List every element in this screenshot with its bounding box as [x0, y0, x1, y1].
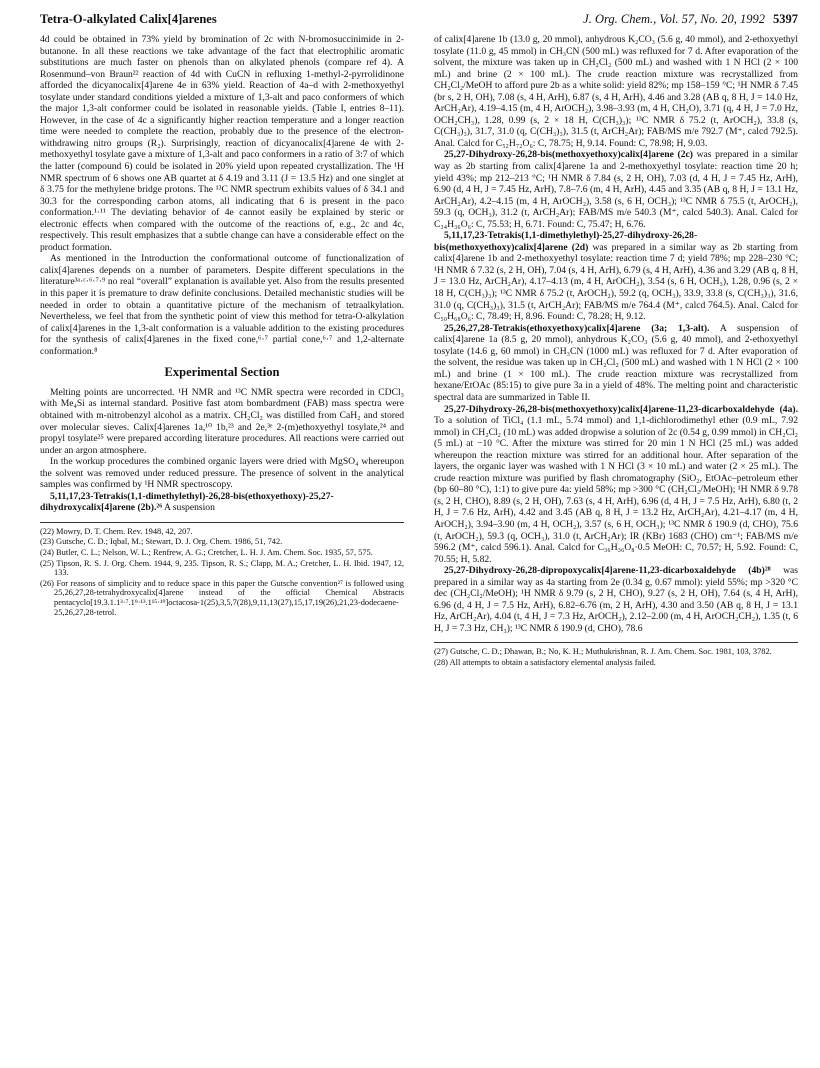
compound-text: was prepared in a similar way as 2b starting from calix[4]arene 1a and 2-methoxyethyl tosylate: reaction time 20 h; yield 43%; mp 212–213 °C; ¹H NMR δ 7.84 (s, 2 H, OH), 7.03 (d, 4 H, J = 7.45 Hz, ArH), 6.90 (d, 4 H, J = 7.45 Hz, ArH), 7.8–7.6 (m, 4 H, ArH), 4.45 and 3.35 (AB q, 8 H, J = 13.1 Hz, ArCH₂Ar), 4.2–4.15 (m, 4 H, ArOCH₂), 3.58 (s, 6 H, OCH₃); ¹³C NMR δ 75.5 (t, ArOCH₂), 59.3 (q, OCH₃), 31.2 (t, ArCH₂Ar); FAB/MS m/e 540.3 (M⁺, calcd 540.3). Anal. Calcd for C₃₄H₃₆O₆: C, 75.53; H, 6.71. Found: C, 75.47; H, 6.76. [434, 149, 798, 230]
compound-paragraph [434, 404, 798, 566]
body-paragraph: of calix[4]arene 1b (13.0 g, 20 mmol), anhydrous K₂CO₃ (5.6 g, 40 mmol), and 2-ethoxyethyl tosylate (11.0 g, 45 mmol) in CH₃CN (500 mL) was refluxed for 7 d. After evaporation of the solvent, the mixture was taken up in CH₂Cl₂ (500 mL) and washed with 1 N HCl (2 × 100 mL) and brine (2 × 100 mL). The crude reaction mixture was recrystallized from CH₂Cl₂/MeOH to afford pure 2b as a white solid: yield 82%; mp 158–159 °C; ¹H NMR δ 7.45 (br s, 2 H, OH), 7.08 (s, 4 H, ArH), 6.87 (s, 4 H, ArH), 4.46 and 3.28 (AB q, 8 H, J = 14.0 Hz, ArCH₂Ar), 4.19–4.15 (m, 4 H, ArOCH₂), 3.98–3.93 (m, 4 H, CH₂O), 3.71 (q, 4 H, J = 7.0 Hz, OCH₂CH₃), 1.28, 0.99 (s, 2 × 18 H, C(CH₃)₃); ¹³C NMR δ 75.2 (t, ArOCH₂), 33.8 (s, C(CH₃)₃), 31.7, 31.0 (q, C(CH₃)₃), 31.5 (t, ArCH₂Ar); FAB/MS m/e 792.7 (M⁺, calcd 792.5). Anal. Calcd for C₅₂H₇₂O₆: C, 78.75; H, 9.14. Found: C, 78.98; H, 9.03. [434, 34, 798, 149]
compound-paragraph [434, 149, 798, 230]
section-heading: Experimental Section [164, 365, 280, 380]
compound-name: 25,27-Dihydroxy-26,28-bis(methoxyethoxy)calix[4]arene (2c) [444, 149, 693, 161]
page-number: 5397 [773, 12, 798, 26]
footnote: (23) Gutsche, C. D.; Iqbal, M.; Stewart, D. J. Org. Chem. 1986, 51, 742. [40, 537, 283, 547]
body-paragraph: Melting points are uncorrected. ¹H NMR and ¹³C NMR spectra were recorded in CDCl₃ with Me₄Si as internal standard. Positive fast atom bombardment (FAB) mass spectra were obtained with m-nitrobenzyl alcohol as a matrix. CH₂Cl₂ was distilled from CaH₂ and stored over molecular sieves. Calix[4]arenes 1a,¹⁰ 1b,²³ and 2e,³ᵉ 2-(m)ethoxyethyl tosylate,²⁴ and propyl tosylate²⁵ were prepared according literature procedures. All reactions were carried out under an argon atmosphere. [40, 386, 404, 456]
right-column [434, 34, 798, 669]
journal-page [40, 12, 798, 1052]
body-paragraph: As mentioned in the Introduction the conformational outcome of functionalization of calix[4]arenes depends on a number of parameters. Despite different speculations in the literature³ᵃ·ᶜ·⁶·⁷·⁹ no real “overall” explanation is available yet. Also from the results presented in this paper it is premature to draw definite conclusions. Detailed mechanistic studies will be needed in order to obtain a quantitative picture of the mechanism of tetraalkylation. Nevertheless, we feel that from the synthetic point of view this method for tetra-O-alkylation of calix[4]arenes in the 1,3-alt conformation is a valuable addition to the existing procedures for the synthesis of calix[4]arenes in the fixed cone,⁶·⁷ partial cone,⁶·⁷ and 1,2-alternate conformation.⁸ [40, 253, 404, 357]
compound-text: was prepared in a similar way as 4a starting from 2e (0.34 g, 0.67 mmol): yield 55%; mp >320 °C dec (CH₂Cl₂/MeOH); ¹H NMR δ 9.79 (s, 2 H, CHO), 9.27 (s, 2 H, OH), 7.64 (s, 4 H, ArH), 6.96 (d, 4 H, J = 7.5 Hz, ArH), 6.82–6.76 (m, 2 H, ArH), 4.30 and 3.50 (AB q, 8 H, J = 13.1 Hz, ArCH₂Ar), 4.04 (t, 4 H, J = 7.3 Hz, ArOCH₂), 2.12–2.00 (m, 4 H, ArOCH₂CH₂), 1.35 (t, 6 H, J = 7.3 Hz, CH₃); ¹³C NMR δ 190.9 (d, CHO), 78.6 [434, 565, 798, 634]
footnote: (27) Gutsche, C. D.; Dhawan, B.; No, K. H.; Muthukrishnan, R. J. Am. Chem. Soc. 1981, 103, 3782. [434, 647, 772, 657]
footnote: (25) Tipson, R. S. J. Org. Chem. 1944, 9, 235. Tipson, R. S.; Clapp, M. A.; Cretcher, L. H. Ibid. 1947, 12, 133. [40, 558, 404, 578]
body-paragraph: In the workup procedures the combined organic layers were dried with MgSO₄ whereupon the solvent was removed under reduced pressure. The presence of solvent in the analytical samples was confirmed by ¹H NMR spectroscopy. [40, 456, 404, 491]
two-column-body [40, 34, 798, 669]
header-journal: J. Org. Chem., Vol. 57, No. 20, 1992 [583, 12, 765, 26]
compound-text: To a solution of TiCl₄ (1.1 mL, 5.74 mmol) and 1,1-dichlorodimethyl ether (0.9 mL, 7.92 mmol) in CH₂Cl₂ (10 mL) was added dropwise a solution of 2c (0.54 g, 0.99 mmol) in CH₂Cl₂ (5 mL) at −10 °C. After the mixture was stirred for 20 min 1 N HCl (25 mL) was added whereupon the reaction mixture was stirred for an additional hour. After separation of the layers, the organic layer was washed with 1 N HCl (3 × 10 mL) and water (2 × 25 mL). The crude reaction mixture was purified by flash chromatography (SiO₂, EtOAc–petroleum ether (bp 60–80 °C), 1:1) to give pure 4a: yield 58%; mp >300 °C (CH₂Cl₂/MeOH); ¹H NMR δ 9.78 (s, 2 H, CHO), 8.89 (s, 2 H, OH), 7.63 (s, 4 H, ArH), 6.96 (d, 4 H, J = 7.5 Hz, ArH), 6.80 (t, 2 H, J = 7.6 Hz, ArH), 4.42 and 3.45 (AB q, 8 H, J = 13.2 Hz, ArCH₂Ar), 4.21–4.17 (m, 4 H, ArOCH₂), 3.94–3.90 (m, 4 H, OCH₂), 3.57 (s, 6 H, OCH₃); ¹³C NMR δ 190.9 (d, CHO), 75.6 (t, ArOCH₂), 59.3 (q, OCH₃), 31.0 (t, ArCH₂Ar); IR (KBr) 1683 (CHO) cm⁻¹; FAB/MS m/e 596.2 (M⁺, calcd 596.1). Anal. Calcd for C₃₆H₃₆O₈·0.5 MeOH: C, 70.57; H, 5.92. Found: C, 70.55; H, 5.82. [434, 415, 798, 565]
footnote: (24) Butler, C. L.; Nelson, W. L.; Renfrew, A. G.; Cretcher, L. H. J. Am. Chem. Soc. 1935, 57, 575. [40, 548, 373, 558]
left-column [40, 34, 404, 669]
compound-name: 25,27-Dihydroxy-26,28-bis(methoxyethoxy)calix[4]arene-11,23-dicarboxaldehyde (4a). [444, 403, 798, 415]
compound-text: A suspension [162, 502, 215, 514]
compound-text: A suspension of calix[4]arene 1a (8.5 g, 20 mmol), anhydrous K₂CO₃ (5.6 g, 40 mmol), and 2-ethoxyethyl tosylate (14.6 g, 60 mmol) in CH₃CN (1000 mL) was refluxed for 7 d. After evaporation of the solvent, the residue was taken up in CH₂Cl₂ (500 mL) and washed with 1 N HCl (2 × 100 mL) and brine (1 × 100 mL). The crude reaction mixture was recrystallized from hexane/EtOAc (85:15) to give pure 3a in a yield of 48%. The melting point and characteristic spectral data are summarized in Table II. [434, 322, 799, 403]
compound-paragraph [434, 323, 798, 404]
header-title: Tetra-O-alkylated Calix[4]arenes [40, 12, 217, 26]
footnote: (28) All attempts to obtain a satisfactory elemental analysis failed. [434, 658, 656, 668]
body-paragraph: 4d could be obtained in 73% yield by bromination of 2c with N-bromosuccinimide in 2-butanone. In all these reactions we take advantage of the fact that electrophilic aromatic substitutions are much faster on phenols than on alkylated phenols (compare ref 4). A Rosenmund–von Braun²² reaction of 4d with CuCN in refluxing 1-methyl-2-pyrrolidinone afforded the dicyanocalix[4]arene 4e in 63% yield. Reaction of 4a–d with 2-methoxyethyl tosylate under standard conditions yielded a mixture of 1,3-alt and paco conformers of which the major 1,3-alt conformer could be isolated in reasonable yields. (Table I, entries 8–11). However, in the case of 4c a significantly higher reaction temperature and a longer reaction time were needed to complete the reaction, probably due to the presence of the electron-withdrawing nitro groups (R₂). Surprisingly, reaction of dicyanocalix[4]arene 4e with 2-methoxyethyl tosylate gave a mixture of 1,3-alt and paco conformers in a ratio of 3:7 of which the latter (compound 6) could be isolated in 20% yield upon repeated crystallization. The ¹H NMR spectrum of 6 shows one AB quartet at δ 4.19 and 3.11 (J = 13.5 Hz) and one singlet at δ 3.75 for the methylene bridge protons. The ¹³C NMR spectrum exhibits values of δ 34.1 and 30.3 for the corresponding carbon atoms, all indicating that 6 is present in the paco conformation.¹·¹¹ The deviating behavior of 4e cannot easily be explained by steric or electronic effects when compared with the outcome of the reactions of, e.g., 2c and 4c, respectively. This result emphasizes that a subtle change can have a considerable effect on the product formation. [40, 34, 404, 253]
compound-name: 25,26,27,28-Tetrakis(ethoxyethoxy)calix[4]arene (3a; 1,3-alt). [444, 322, 710, 334]
compound-paragraph [434, 230, 798, 322]
compound-name: 5,11,17,23-Tetrakis(1,1-dimethylethyl)-26,28-bis(ethoxyethoxy)-25,27-dihydroxycalix[4]arene (2b).²⁶ [40, 490, 334, 514]
compound-paragraph [434, 565, 798, 634]
footnotes [40, 522, 404, 617]
footnotes [434, 642, 798, 667]
compound-name: 5,11,17,23-Tetrakis(1,1-dimethylethyl)-25,27-dihydroxy-26,28-bis(methoxyethoxy)calix[4]arene (2d) [434, 230, 698, 253]
footnote: (26) For reasons of simplicity and to reduce space in this paper the Gutsche convention²⁷ is followed using 25,26,27,28-tetrahydroxycalix[4]arene instead of the official Chemical Abstracts pentacyclo[19.3.1.1³·⁷.1⁹·¹³.1¹⁵·¹⁹]octacosa-1(25),3,5,7(28),9,11,13(27),15,17,19(26),21,23-dodecaene-25,26,27,28-tetrol. [40, 578, 404, 617]
compound-paragraph [40, 491, 404, 514]
compound-text: was prepared in a similar way as 2b starting from calix[4]arene 1b and 2-methoxyethyl tosylate: reaction time 7 d; yield 78%; mp 228–230 °C; ¹H NMR δ 7.32 (s, 2 H, OH), 7.04 (s, 4 H, ArH), 6.79 (s, 4 H, ArH), 4.36 and 3.29 (AB q, 8 H, J = 13.0 Hz, ArCH₂Ar), 4.17–4.13 (m, 4 H, ArOCH₂), 3.54 (s, 6 H, OCH₃), 1.28, 0.96 (s, 2 × 18 H, C(CH₃)₃); ¹³C NMR δ 75.2 (t, ArOCH₂), 59.2 (q, OCH₃), 33.9, 33.8 (s, C(CH₃)₃), 31.6, 31.0 (q, C(CH₃)₃), 31.5 (t, ArCH₂Ar); FAB/MS m/e 764.4 (M⁺, calcd 764.5). Anal. Calcd for C₅₀H₆₈O₆: C, 78.49; H, 8.96. Found: C, 78.28; H, 9.12. [434, 241, 798, 323]
running-header [40, 12, 798, 34]
footnote: (22) Mowry, D. T. Chem. Rev. 1948, 42, 207. [40, 526, 193, 536]
header-journal-info [583, 12, 798, 27]
compound-name: 25,27-Dihydroxy-26,28-dipropoxycalix[4]arene-11,23-dicarboxaldehyde (4b)²⁸ [444, 565, 771, 577]
